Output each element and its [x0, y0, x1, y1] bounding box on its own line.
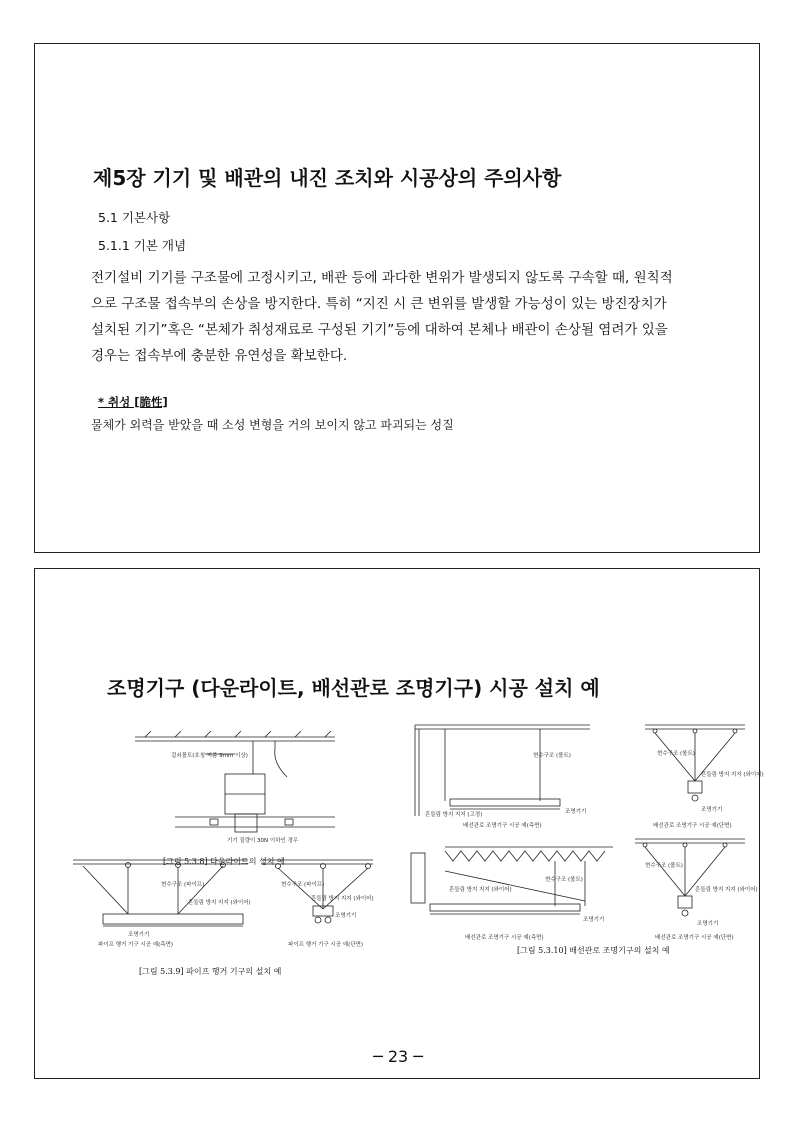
figure-5-3-8-downlight	[135, 729, 423, 868]
chapter-title: 제5장 기기 및 배관의 내진 조치와 시공상의 주의사항	[93, 166, 562, 190]
hanger-label: 현수구조 (볼트)	[645, 863, 683, 869]
section-view-label: 배선관로 조명기구 시공 예(단면)	[653, 823, 732, 829]
side-view-label: 파이프 행거 기구 시공 예(측면)	[98, 942, 174, 948]
fixture-label: 조명기기	[565, 809, 587, 815]
section-heading: 5.1 기본사항	[98, 210, 171, 225]
brace-label: 흔들림 방지 지지 (고정)	[425, 812, 483, 818]
hanger-label: 현수구조 (볼트)	[533, 753, 571, 759]
figure-caption: [그림 5.3.8] 다운라이트의 설치 예	[163, 857, 285, 866]
hanger-label: 현수구조 (볼트)	[545, 877, 583, 883]
brace-label: 흔들림 방지 지지 (와이어)	[695, 887, 758, 893]
body-line: 경우는 접속부에 충분한 유연성을 확보한다.	[91, 348, 348, 364]
brace-label: 흔들림 방지 지지 (와이어)	[188, 900, 251, 906]
figure-caption: [그림 5.3.10] 배선관로 조명기구의 설치 예	[517, 946, 670, 955]
pipe-hanger-diagram	[73, 854, 373, 964]
hanger-label: 현수구조 (파이프)	[281, 882, 325, 888]
brace-label: 흔들림 방지 지지 (와이어)	[701, 772, 764, 778]
fixture-label: 조명기기	[697, 921, 719, 927]
hanger-label: 현수구조 (파이프)	[161, 882, 205, 888]
fixture-label: 조명기기	[583, 917, 605, 923]
slide-title: 조명기구 (다운라이트, 배선관로 조명기구) 시공 설치 예	[107, 676, 600, 700]
figure-5-3-10-wiring-duct	[405, 721, 764, 956]
side-view-label: 배선관로 조명기구 시공 예(측면)	[465, 935, 544, 941]
weight-note: 기기 질량이 30N 이하인 경우	[227, 838, 299, 844]
downlight-diagram	[135, 729, 335, 854]
wiring-duct-diagram	[405, 721, 764, 956]
caption-svg	[139, 964, 399, 978]
fixture-label: 조명기기	[701, 807, 723, 813]
hanger-label: 현수구조 (볼트)	[657, 751, 695, 757]
page-number: ─ 23 ─	[373, 1047, 423, 1066]
figure-5-3-9-pipe-hanger	[73, 854, 399, 978]
side-view-label: 배선관로 조명기구 시공 예(측면)	[463, 823, 542, 829]
figure-caption: [그림 5.3.9] 파이프 행거 기구의 설치 예	[139, 967, 282, 976]
fixture-label: 조명기기	[128, 932, 150, 938]
term-brittleness: * 취성 [脆性]	[98, 395, 168, 409]
brace-label: 흔들림 방지 지지 (와이어)	[311, 896, 374, 902]
body-line: 으로 구조물 접속부의 손상을 방지한다. 특히 “지진 시 큰 변위를 발생할 가능성이 있는 방진장치가	[91, 296, 667, 312]
term-definition: 물체가 외력을 받았을 때 소성 변형을 거의 보이지 않고 파괴되는 성질	[91, 418, 454, 432]
brace-label: 흔들림 방지 지지 (와이어)	[449, 887, 512, 893]
subsection-heading: 5.1.1 기본 개념	[98, 238, 187, 253]
bolt-label: 걸쇠볼트(호칭 지름 9mm 이상)	[171, 753, 248, 759]
body-line: 전기설비 기기를 구조물에 고정시키고, 배관 등에 과다한 변위가 발생되지 않도록 구속할 때, 원칙적	[91, 270, 673, 286]
section-view-label: 배선관로 조명기구 시공 예(단면)	[655, 935, 734, 941]
slide-basic-concepts	[34, 43, 760, 553]
slide-lighting-installation	[34, 568, 764, 1079]
body-line: 설치된 기기”혹은 “본체가 취성재료로 구성된 기기”등에 대하여 본체나 배관이 손상될 염려가 있을	[91, 322, 668, 338]
section-view-label: 파이프 행거 기구 시공 예(단면)	[288, 942, 364, 948]
fixture-label: 조명기기	[335, 913, 357, 919]
